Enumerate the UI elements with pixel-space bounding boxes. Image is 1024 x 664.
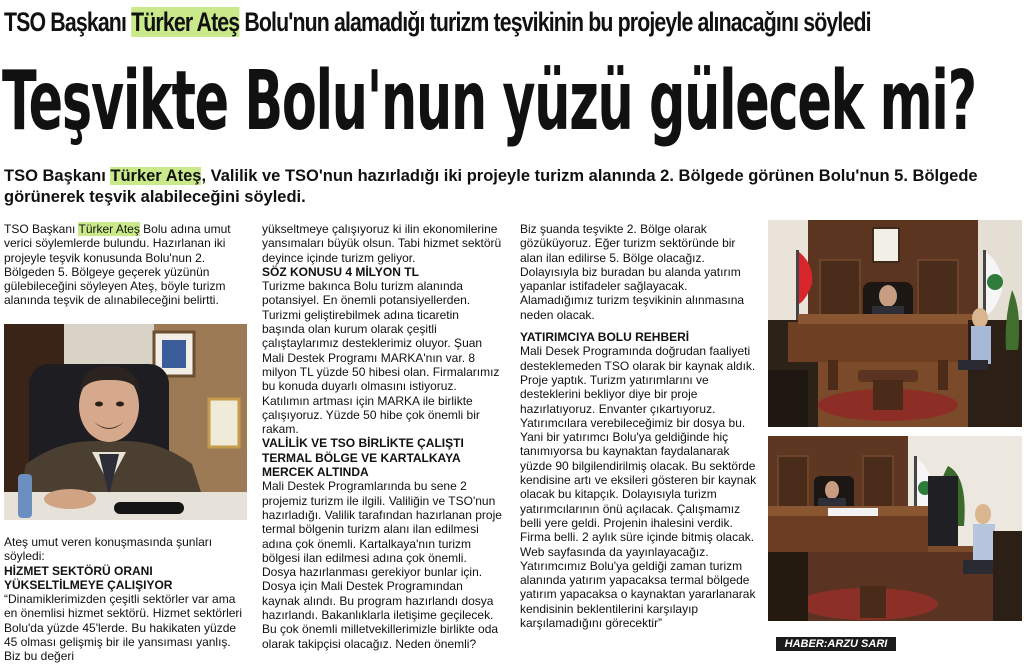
portrait-illustration	[4, 324, 247, 520]
article-column-1-continued	[4, 535, 247, 664]
article-column-1	[4, 222, 247, 308]
article-column-2	[262, 222, 504, 651]
standfirst-text-after: , Valilik ve TSO'nun hazırladığı iki projeyle turizm alanında 2. Bölgede görünen Bolu'nun 5. Bölgede görünerek teşvik alabileceğini söyledi.	[4, 167, 978, 206]
paragraph: Biz şuanda teşvikte 2. Bölge olarak gözüküyoruz. Eğer turizm sektöründe bir alan ilan edilirse 5. Bölge olacağız. Dolayısıyla biz buradan bu alanda yatırım yapanlar istifadeler sağlayacak. Alamadığımız turizm teşvikinin alınmasına neden olacak.	[520, 222, 745, 322]
subheading-service-sector: HİZMET SEKTÖRÜ ORANI YÜKSELTİLMEYE ÇALIŞIYOR	[4, 563, 173, 592]
paragraph: “Dinamiklerimizden çeşitli sektörler var ama en önemlisi hizmet sektörü. Hizmet sektörleri Bolu'da yüzde 45'lerde. Bu hakikaten yüzde 45 olması gelişmiş bir ile yansıması yanlış. Biz bu değeri	[4, 592, 243, 664]
paragraph: Mali Desek Programında doğrudan faaliyeti desteklemeden TSO olarak bir kaynak aldık. Proje yaptık. Turizm yatırımlarını ve desteklerini bekliyor diye bir proje hazırlatıyoruz. Envanter çıkartıyoruz. Yatırımcılara verebileceğimiz bir dosya bu. Yani bir yatırımcı Bolu'ya geldiğinde hiç tanımıyorsa bu kaynaktan faydalanarak yüzde 90 bilgilendirilmiş olacak. Bu sektörde kendisine artı ve eksileri gösteren bir kaynak olacak bu kitapçık. Dolayısıyla turizm yatırımcılarının önü açılacak. Çalışmamız belli yere geldi. Projenin ihalesini verdik. Firma belli. 2 aylık süre içinde bitmiş olacak. Web sayfasında da yayınlayacağız. Yatırımcımız Bolu'ya geldiği zaman turizm alanında yatırım yapacaksa termal bölgede yatırım yapacaksa o kaynaktan yararlanarak kendisinin beklentilerini karşılayıp karşılamadığını görecektir”	[520, 344, 757, 631]
office-illustration	[768, 220, 1022, 427]
photo-office-bottom	[768, 436, 1022, 621]
kicker-text-after: Bolu'nun alamadığı turizm teşvikinin bu projeyle alınacağını söyledi	[239, 7, 871, 37]
office-illustration	[768, 436, 1022, 621]
subheading-investor-guide: YATIRIMCIYA BOLU REHBERİ	[520, 330, 690, 345]
standfirst	[4, 166, 1020, 208]
paragraph: Ateş umut veren konuşmasında şunları söyledi:	[4, 535, 213, 564]
spacer	[520, 322, 760, 330]
headline: Teşvikte Bolu'nun yüzü gülecek mi?	[2, 54, 976, 149]
photo-portrait	[4, 324, 247, 520]
paragraph: Turizme bakınca Bolu turizm alanında potansiyel. En önemli potansiyellerden. Turizmi geliştirebilmek adına ticaretin başında olan kurum olarak çeşitli çalıştaylarımız desteklerimiz oluyor. Şuan Mali Destek Programı MARKA'nın var. 8 milyon TL yüzde 50 hibesi olan. Firmalarımız bu konuda duyarlı olmasını istiyoruz. Katılımın artması için MARKA ile birlikte çalışıyoruz. Yüzde 50 hibe çok önemli bir rakam.	[262, 279, 500, 437]
subheading-governorship-tso: VALİLİK VE TSO BİRLİKTE ÇALIŞTI TERMAL BÖLGE VE KARTALKAYA MERCEK ALTINDA	[262, 436, 464, 480]
standfirst-highlight-name: Türker Ateş	[110, 167, 202, 185]
intro-text-after: Bolu adına umut verici söylemlerde bulundu. Hazırlanan iki projeyle teşvik konusunda Bolu'nun 2. Bölgeden 5. Bölgeye geçerek yüzünün gülebileceğini söyleyen Ateş, böyle turizm alanında teşvik de alınabileceğini belirtti.	[4, 222, 231, 308]
kicker-line	[4, 2, 871, 42]
byline: HABER:ARZU SARI	[776, 637, 896, 651]
kicker-text-before: TSO Başkanı	[4, 7, 132, 37]
intro-text-before: TSO Başkanı	[4, 222, 79, 236]
paragraph: yükseltmeye çalışıyoruz ki ilin ekonomilerine yansımaları büyük olsun. Tabi hizmet sektörü deyince içinde turizm geliyor.	[262, 222, 502, 265]
standfirst-text-before: TSO Başkanı	[4, 167, 111, 185]
article-column-3	[520, 222, 760, 630]
paragraph: Mali Destek Programlarında bu sene 2 projemiz turizm ile ilgili. Valiliğin ve TSO'nun hazırladığı. Valilik tarafından hazırlanan proje termal bölgenin turizm alanı ilan edilmesi adına çok önemli. Kartalkaya'nın turizm bölgesi ilan edilmesi adına çok önemli. Dosya hazırlanması gerekiyor bunlar için. Dosya için Mali Destek Programından kaynak alındı. Bu program hazırlandı dosya hazırlandı. Bakanlıklarla iletişime geçilecek. Bu çok önemli milletvekillerimizle birlikte oda olarak takipçisi olacağız. Neden önemli?	[262, 479, 502, 651]
intro-highlight-name: Türker Ateş	[78, 222, 140, 236]
subheading-4-million: SÖZ KONUSU 4 MİLYON TL	[262, 264, 419, 279]
intro-paragraph	[4, 222, 247, 308]
kicker-highlight-name: Türker Ateş	[131, 7, 240, 37]
photo-office-top	[768, 220, 1022, 427]
